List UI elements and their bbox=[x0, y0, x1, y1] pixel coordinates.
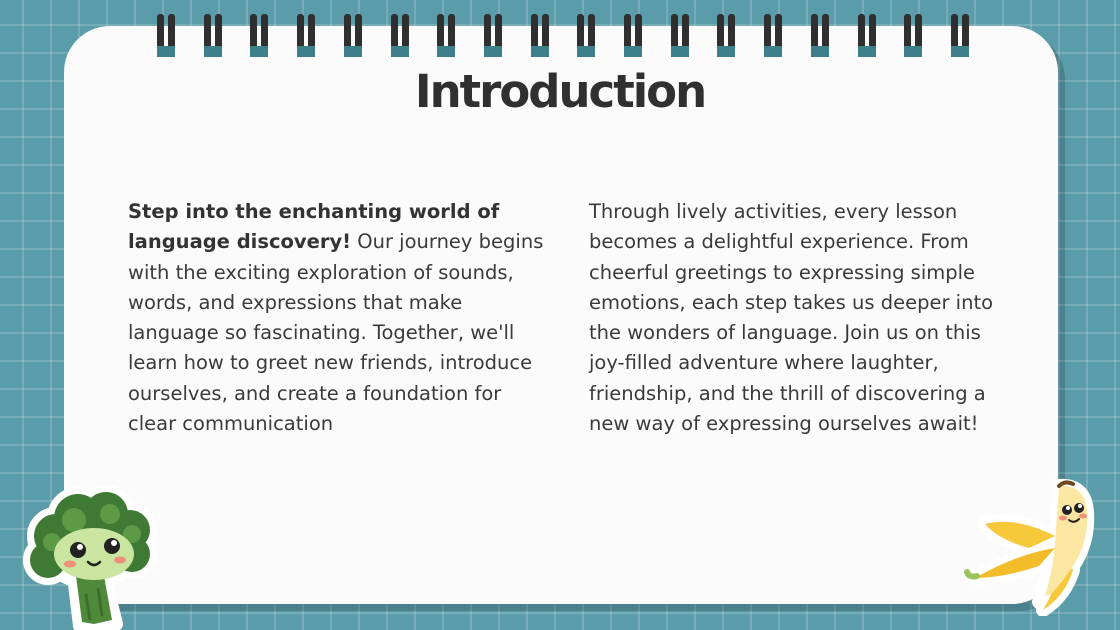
spiral-ring bbox=[344, 14, 362, 57]
spiral-ring bbox=[484, 14, 502, 57]
spiral-ring bbox=[624, 14, 642, 57]
spiral-ring bbox=[858, 14, 876, 57]
spiral-ring bbox=[297, 14, 315, 57]
intro-left-text: Our journey begins with the exciting exploration of sounds, words, and expressions that make language so fascinating. Together, we'll learn how to greet new friends, introduce ourselves, and create a foundation for clear communication bbox=[128, 230, 544, 436]
spiral-ring bbox=[157, 14, 175, 57]
slide-title: Introduction bbox=[414, 65, 706, 118]
spiral-ring bbox=[437, 14, 455, 57]
spiral-ring bbox=[250, 14, 268, 57]
spiral-ring bbox=[951, 14, 969, 57]
spiral-ring bbox=[811, 14, 829, 57]
broccoli-sticker-icon bbox=[12, 484, 172, 630]
spiral-ring bbox=[531, 14, 549, 57]
intro-paragraph-left bbox=[128, 197, 548, 439]
spiral-ring bbox=[391, 14, 409, 57]
spiral-binding bbox=[0, 0, 1120, 70]
spiral-ring bbox=[577, 14, 595, 57]
intro-paragraph-right: Through lively activities, every lesson becomes a delightful experience. From cheerful greetings to expressing simple emotions, each step takes us deeper into the wonders of language. Join us on this joy-filled adventure where laughter, friendship, and the thrill of discovering a new way of expressing ourselves await! bbox=[589, 200, 994, 436]
spiral-ring bbox=[204, 14, 222, 57]
spiral-ring bbox=[904, 14, 922, 57]
banana-sticker-icon bbox=[955, 466, 1105, 616]
spiral-ring bbox=[764, 14, 782, 57]
spiral-ring bbox=[671, 14, 689, 57]
intro-lead-bold: Step into the enchanting world of language discovery! bbox=[128, 200, 500, 254]
spiral-ring bbox=[717, 14, 735, 57]
